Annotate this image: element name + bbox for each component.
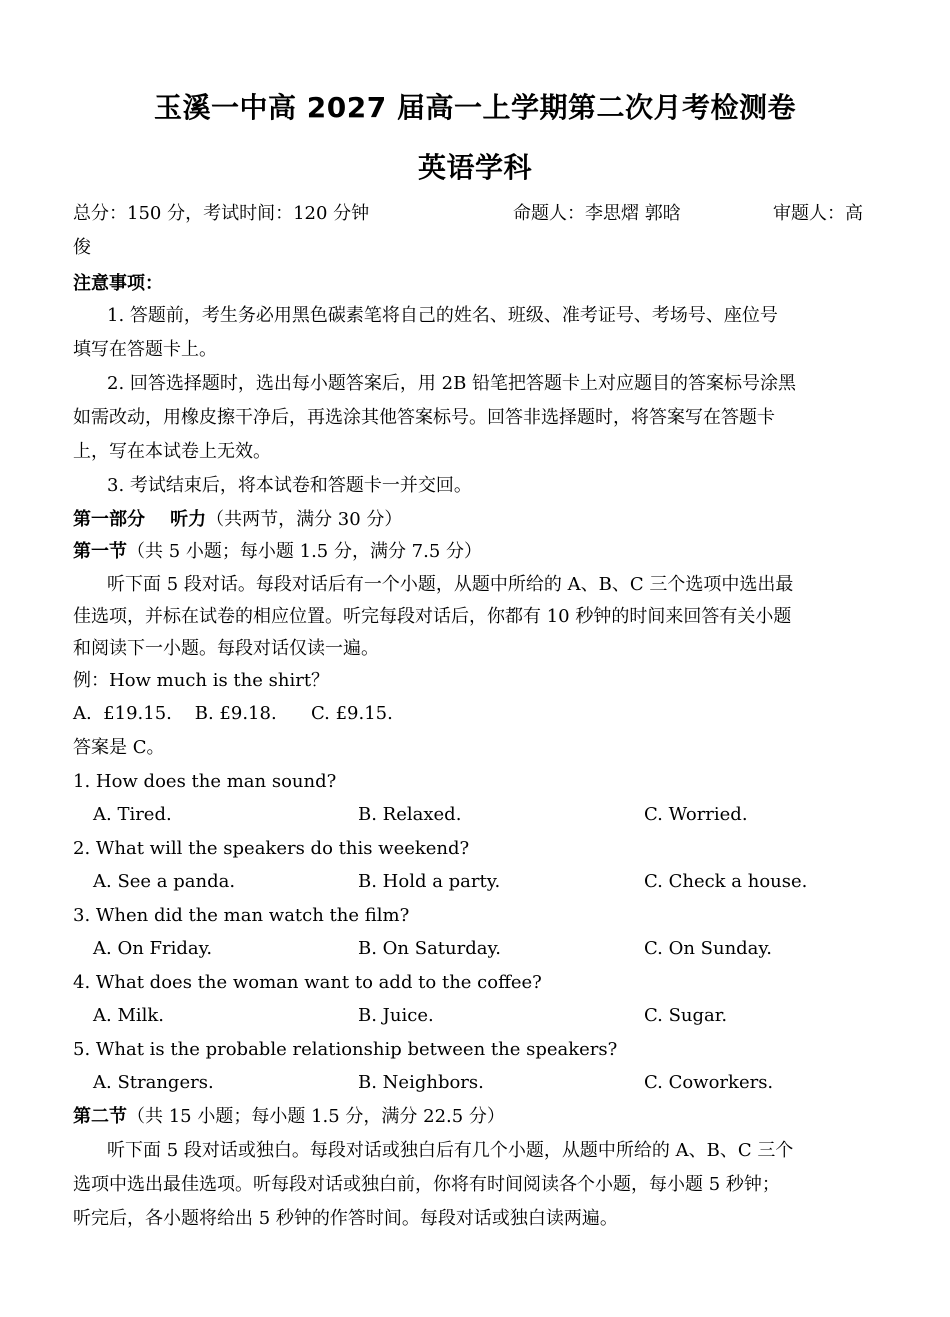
example-answer: 答案是 C。 bbox=[73, 737, 165, 758]
question-4-option-b: B. Juice. bbox=[358, 1005, 434, 1026]
question-1-option-b: B. Relaxed. bbox=[358, 804, 462, 825]
question-3: 3. When did the man watch the film? bbox=[73, 905, 410, 926]
section2-heading-detail: （共 15 小题；每小题 1.5 分，满分 22.5 分） bbox=[127, 1106, 505, 1127]
section2-heading-title: 第二节 bbox=[73, 1106, 127, 1127]
exam-title: 玉溪一中高 2027 届高一上学期第二次月考检测卷 bbox=[154, 91, 796, 124]
question-4-option-a: A. Milk. bbox=[93, 1005, 165, 1026]
example-options: A. £19.15. B. £9.18. C. £9.15. bbox=[73, 703, 393, 724]
question-5-option-a: A. Strangers. bbox=[93, 1072, 214, 1093]
question-5-option-c: C. Coworkers. bbox=[644, 1072, 774, 1093]
notice-item-3: 3. 考试结束后，将本试卷和答题卡一并交回。 bbox=[107, 475, 472, 496]
notice-item-1-cont: 填写在答题卡上。 bbox=[73, 339, 217, 360]
section2-instructions-cont: 选项中选出最佳选项。听每段对话或独白前，你将有时间阅读各个小题，每小题 5 秒钟； bbox=[73, 1174, 780, 1195]
meta-reviewer-wrap: 俊 bbox=[73, 237, 91, 258]
example-question: 例：How much is the shirt？ bbox=[73, 670, 330, 691]
notice-heading: 注意事项： bbox=[73, 273, 163, 294]
question-2-option-c: C. Check a house. bbox=[644, 871, 808, 892]
section1-heading-title: 第一节 bbox=[73, 541, 127, 562]
section1-heading bbox=[73, 540, 879, 564]
question-5: 5. What is the probable relationship between the speakers? bbox=[73, 1039, 618, 1060]
section2-instructions-cont2: 听完后，各小题将给出 5 秒钟的作答时间。每段对话或独白读两遍。 bbox=[73, 1208, 618, 1229]
section2-instructions: 听下面 5 段对话或独白。每段对话或独白后有几个小题，从题中所给的 A、B、C 三个 bbox=[107, 1140, 794, 1161]
question-1: 1. How does the man sound? bbox=[73, 771, 337, 792]
exam-meta bbox=[73, 202, 879, 226]
question-4: 4. What does the woman want to add to the coffee? bbox=[73, 972, 542, 993]
section2-heading bbox=[73, 1105, 879, 1129]
section1-instructions: 听下面 5 段对话。每段对话后有一个小题，从题中所给的 A、B、C 三个选项中选出最 bbox=[107, 574, 794, 595]
question-2: 2. What will the speakers do this weekend? bbox=[73, 838, 470, 859]
section1-heading-detail: （共 5 小题；每小题 1.5 分，满分 7.5 分） bbox=[127, 541, 483, 562]
meta-score-time: 总分：150 分，考试时间：120 分钟 bbox=[73, 203, 370, 224]
notice-item-2-cont: 如需改动，用橡皮擦干净后，再选涂其他答案标号。回答非选择题时，将答案写在答题卡 bbox=[73, 407, 775, 428]
meta-authors: 命题人：李思熠 郭晗 bbox=[513, 203, 681, 224]
meta-reviewer: 审题人：高 bbox=[773, 203, 863, 224]
notice-item-1: 1. 答题前，考生务必用黑色碳素笔将自己的姓名、班级、准考证号、考场号、座位号 bbox=[107, 305, 778, 326]
question-5-option-b: B. Neighbors. bbox=[358, 1072, 484, 1093]
question-3-option-b: B. On Saturday. bbox=[358, 938, 501, 959]
question-2-option-a: A. See a panda. bbox=[93, 871, 236, 892]
part1-heading-title: 第一部分 听力 bbox=[73, 509, 207, 530]
question-4-option-c: C. Sugar. bbox=[644, 1005, 728, 1026]
part1-heading-detail: （共两节，满分 30 分） bbox=[206, 509, 403, 530]
notice-item-2: 2. 回答选择题时，选出每小题答案后，用 2B 铅笔把答题卡上对应题目的答案标号涂黑 bbox=[107, 373, 797, 394]
question-3-option-c: C. On Sunday. bbox=[644, 938, 772, 959]
part1-heading bbox=[73, 508, 879, 532]
section1-instructions-cont2: 和阅读下一小题。每段对话仅读一遍。 bbox=[73, 638, 379, 659]
question-1-option-c: C. Worried. bbox=[644, 804, 748, 825]
question-1-option-a: A. Tired. bbox=[93, 804, 172, 825]
notice-item-2-cont2: 上，写在本试卷上无效。 bbox=[73, 441, 271, 462]
question-2-option-b: B. Hold a party. bbox=[358, 871, 501, 892]
subject-title: 英语学科 bbox=[417, 151, 532, 184]
question-3-option-a: A. On Friday. bbox=[93, 938, 213, 959]
section1-instructions-cont: 佳选项，并标在试卷的相应位置。听完每段对话后，你都有 10 秒钟的时间来回答有关小题 bbox=[73, 606, 792, 627]
